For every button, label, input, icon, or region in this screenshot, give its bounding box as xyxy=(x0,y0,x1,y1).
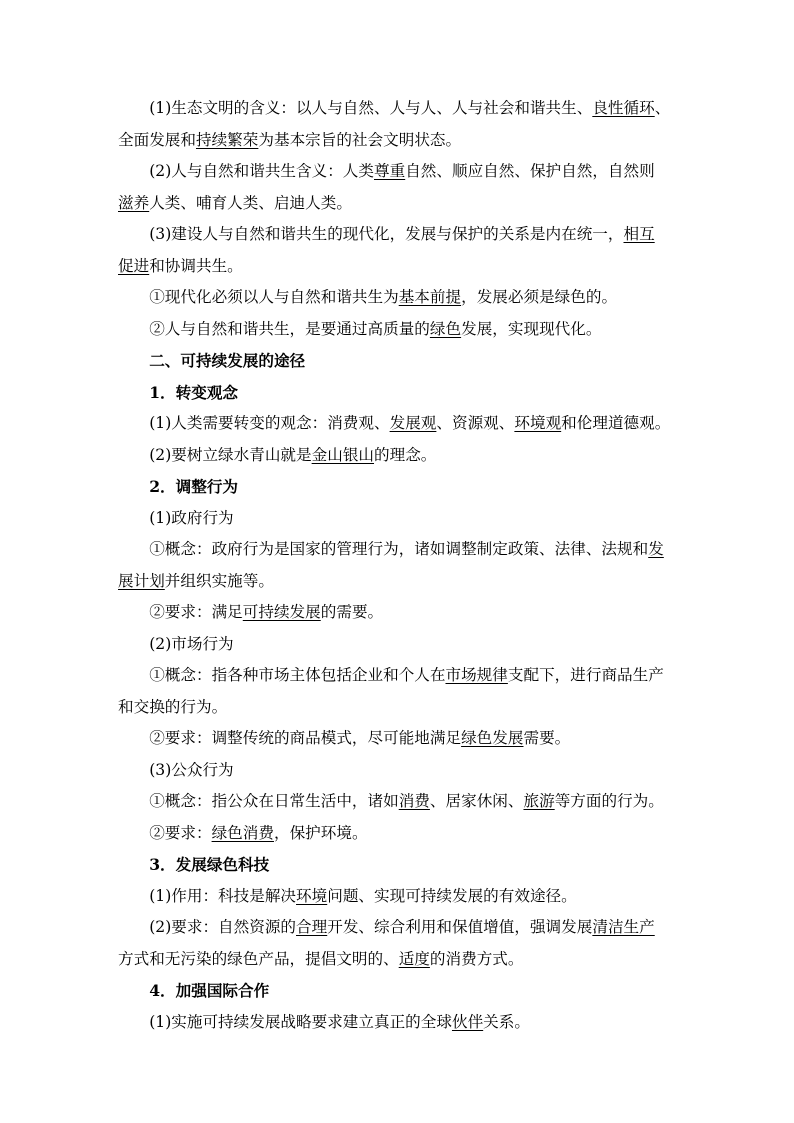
text-line xyxy=(118,408,678,440)
underlined-term: 基本前提 xyxy=(398,288,462,306)
text-line xyxy=(118,566,678,598)
underlined-term: 清洁生产 xyxy=(592,918,655,936)
underlined-term: 可持续发展 xyxy=(242,603,321,621)
underlined-term: 环境观 xyxy=(514,414,562,432)
text-run: 需要。 xyxy=(523,729,571,747)
text-line xyxy=(118,723,678,755)
text-line xyxy=(118,629,678,661)
text-line xyxy=(118,125,678,157)
underlined-term: 绿色消费 xyxy=(211,823,274,842)
text-line xyxy=(118,912,678,944)
text-run: (2)要树立绿水青山就是 xyxy=(149,445,312,464)
text-line xyxy=(118,282,678,314)
text-run: ①现代化必须以人与自然和谐共生为 xyxy=(149,288,399,306)
underlined-term: 合理 xyxy=(296,918,328,936)
text-run: 等方面的行为。 xyxy=(554,792,664,810)
text-line xyxy=(118,660,678,692)
text-run: 方式和无污染的绿色产品，提倡文明的、 xyxy=(118,949,399,968)
underlined-term: 展计划 xyxy=(118,571,165,590)
text-run: (3)公众行为 xyxy=(149,760,234,779)
text-line xyxy=(118,534,678,566)
text-run: 1．转变观念 xyxy=(149,382,239,402)
text-line xyxy=(118,944,678,976)
text-run: 和伦理道德观。 xyxy=(561,414,671,432)
underlined-term: 促进 xyxy=(118,256,150,275)
text-run: 问题、实现可持续发展的有效途径。 xyxy=(327,886,577,905)
text-run: ，发展必须是绿色的。 xyxy=(461,288,618,306)
underlined-term: 滋养 xyxy=(118,193,150,212)
text-run: (2)人与自然和谐共生含义：人类 xyxy=(149,162,374,180)
text-run: 和交换的行为。 xyxy=(118,697,228,716)
underlined-term: 金山银山 xyxy=(311,445,375,464)
text-run: ②要求：调整传统的商品模式，尽可能地满足 xyxy=(149,729,462,747)
underlined-term: 旅游 xyxy=(523,792,555,810)
text-run: 全面发展和 xyxy=(118,130,196,149)
text-run: 3．发展绿色科技 xyxy=(149,855,270,874)
text-run: 、居家休闲、 xyxy=(429,792,524,810)
underlined-term: 绿色 xyxy=(429,319,462,338)
text-run: 2．调整行为 xyxy=(149,477,239,496)
text-run: 、 xyxy=(654,99,671,117)
underlined-term: 伙伴 xyxy=(451,1012,484,1031)
text-run: 人类、哺育人类、启迪人类。 xyxy=(149,193,352,212)
text-run: 的理念。 xyxy=(374,445,437,464)
text-line xyxy=(118,93,678,125)
underlined-term: 发展观 xyxy=(389,414,437,432)
text-run: ②要求： xyxy=(149,823,212,842)
text-line xyxy=(118,1007,678,1039)
text-line xyxy=(118,314,678,346)
section-heading xyxy=(118,975,678,1007)
text-run: (1)政府行为 xyxy=(149,508,234,527)
text-run: (1)人类需要转变的观念：消费观、 xyxy=(149,414,390,432)
underlined-term: 绿色发展 xyxy=(461,729,524,747)
underlined-term: 适度 xyxy=(398,949,430,968)
text-run: 和协调共生。 xyxy=(149,256,243,275)
text-run: ①概念：指各种市场主体包括企业和个人在 xyxy=(149,666,446,684)
text-run: (1)实施可持续发展战略要求建立真正的全球 xyxy=(149,1012,452,1031)
text-run: 开发、综合利用和保值增值，强调发展 xyxy=(327,918,593,936)
text-run: 4．加强国际合作 xyxy=(149,981,270,1000)
document-page xyxy=(118,93,678,1038)
text-run: 关系。 xyxy=(483,1012,530,1031)
section-heading xyxy=(118,377,678,409)
text-run: (3)建设人与自然和谐共生的现代化，发展与保护的关系是内在统一， xyxy=(149,225,624,243)
text-line xyxy=(118,786,678,818)
text-run: 二、可持续发展的途径 xyxy=(149,351,306,370)
text-run: ②人与自然和谐共生，是要通过高质量的 xyxy=(149,319,430,338)
text-line xyxy=(118,597,678,629)
text-run: 发展，实现现代化。 xyxy=(461,319,602,338)
text-line xyxy=(118,440,678,472)
underlined-term: 持续繁荣 xyxy=(195,130,259,149)
text-line xyxy=(118,818,678,850)
text-line xyxy=(118,251,678,283)
section-heading xyxy=(118,345,678,377)
text-line xyxy=(118,156,678,188)
text-run: 的需要。 xyxy=(320,603,384,621)
section-heading xyxy=(118,849,678,881)
text-line xyxy=(118,755,678,787)
underlined-term: 良性循环 xyxy=(592,99,655,117)
text-run: ，保护环境。 xyxy=(273,823,368,842)
text-line xyxy=(118,188,678,220)
text-run: (2)要求：自然资源的 xyxy=(149,918,297,936)
text-run: 、资源观、 xyxy=(436,414,515,432)
text-run: (2)市场行为 xyxy=(149,634,234,653)
text-run: 并组织实施等。 xyxy=(164,571,274,590)
text-line xyxy=(118,219,678,251)
text-run: 自然、顺应自然、保护自然，自然则 xyxy=(405,162,655,180)
underlined-term: 环境 xyxy=(296,886,328,905)
text-line xyxy=(118,692,678,724)
text-line xyxy=(118,503,678,535)
text-run: (1)作用：科技是解决 xyxy=(149,886,297,905)
underlined-term: 相互 xyxy=(623,225,655,243)
text-run: ②要求：满足 xyxy=(149,603,243,621)
text-run: 为基本宗旨的社会文明状态。 xyxy=(258,130,462,149)
underlined-term: 消费 xyxy=(398,792,430,810)
section-heading xyxy=(118,471,678,503)
underlined-term: 尊重 xyxy=(374,162,406,180)
text-line xyxy=(118,881,678,913)
underlined-term: 发 xyxy=(648,540,664,558)
text-run: (1)生态文明的含义：以人与自然、人与人、人与社会和谐共生、 xyxy=(149,99,593,117)
underlined-term: 市场规律 xyxy=(445,666,508,684)
text-run: ①概念：政府行为是国家的管理行为，诸如调整制定政策、法律、法规和 xyxy=(149,540,649,558)
text-run: 支配下，进行商品生产 xyxy=(507,666,664,684)
text-run: ①概念：指公众在日常生活中，诸如 xyxy=(149,792,399,810)
text-run: 的消费方式。 xyxy=(429,949,524,968)
